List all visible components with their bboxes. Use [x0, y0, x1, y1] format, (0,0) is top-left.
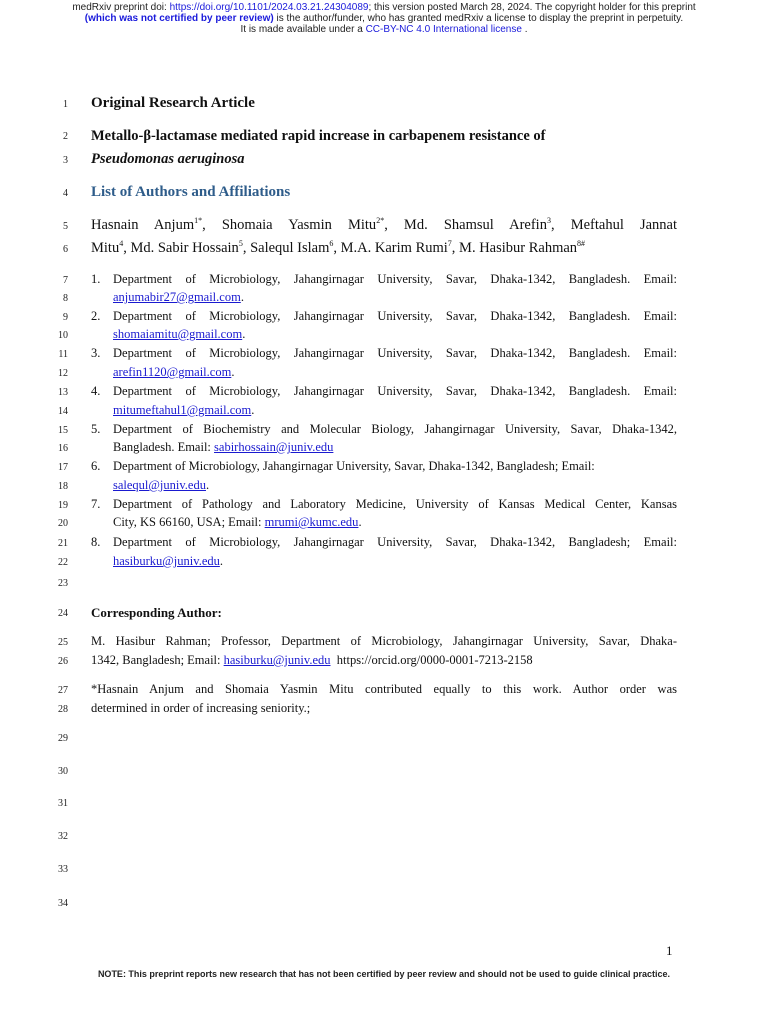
authors-line-1: Hasnain Anjum$^{1*}$, Shomaia Yasmin Mitu$^{2*}$, Md. Shamsul Arefin$^3$, Meftahul Jannat	[91, 216, 678, 233]
line-number: 1	[63, 99, 68, 110]
line-number: 4	[63, 188, 68, 199]
line-number: 26	[58, 656, 68, 667]
line-number: 33	[58, 864, 68, 875]
license-link[interactable]: CC-BY-NC 4.0 International license	[365, 24, 522, 35]
line-number: 10	[58, 330, 68, 341]
line-number: 22	[58, 557, 68, 568]
line-number: 25	[58, 637, 68, 648]
line-number: 29	[58, 733, 68, 744]
equal-contribution-note-1: *Hasnain Anjum and Shomaia Yasmin Mitu contributed equally to this work. Author order was	[91, 682, 677, 696]
line-number: 20	[58, 518, 68, 529]
preprint-header-line2: (which was not certified by peer review) is the author/funder, who has granted medRxiv a license to display the preprint in perpetuity.	[84, 13, 684, 24]
line-number: 8	[63, 293, 68, 304]
email-link[interactable]: arefin1120@gmail.com	[113, 365, 232, 379]
email-link[interactable]: salequl@juniv.edu	[113, 478, 206, 492]
line-number: 15	[58, 425, 68, 436]
line-number: 12	[58, 368, 68, 379]
line-number: 9	[63, 312, 68, 323]
email-link[interactable]: shomaiamitu@gmail.com	[113, 327, 243, 341]
preprint-header-line1: medRxiv preprint doi: https://doi.org/10.1101/2024.03.21.24304089; this version posted March 28, 2024. The copyright holder for this preprint	[72, 2, 696, 13]
line-number: 34	[58, 898, 68, 909]
email-link[interactable]: hasiburku@juniv.edu	[113, 554, 220, 568]
line-number: 11	[58, 349, 68, 360]
page-number: 1	[666, 943, 673, 958]
title-line-1: Metallo-β-lactamase mediated rapid increase in carbapenem resistance of	[91, 128, 546, 144]
corresponding-email-link[interactable]: hasiburku@juniv.edu	[223, 653, 331, 667]
line-number: 27	[58, 685, 68, 696]
doi-link[interactable]: https://doi.org/10.1101/2024.03.21.24304089	[169, 2, 369, 13]
line-number: 13	[58, 387, 68, 398]
email-link[interactable]: mitumeftahul1@gmail.com	[113, 403, 252, 417]
title-line-2: Pseudomonas aeruginosa	[91, 151, 245, 167]
email-link[interactable]: anjumabir27@gmail.com	[113, 290, 241, 304]
corresponding-line-2: 1342, Bangladesh; Email: hasiburku@juniv.edu https://orcid.org/0000-0001-7213-2158	[91, 653, 533, 667]
corresponding-line-1: M. Hasibur Rahman; Professor, Department of Microbiology, Jahangirnagar University, Savar, Dhaka-	[91, 634, 677, 648]
line-number: 7	[63, 275, 68, 286]
line-number: 19	[58, 500, 68, 511]
line-number: 21	[58, 538, 68, 549]
line-number: 24	[58, 608, 68, 619]
line-number: 5	[63, 221, 68, 232]
line-number: 6	[63, 244, 68, 255]
line-number: 23	[58, 578, 68, 589]
line-number: 3	[63, 155, 68, 166]
footer-note: NOTE: This preprint reports new research that has not been certified by peer review and should not be used to guide clinical practice.	[97, 969, 671, 979]
line-number: 30	[58, 766, 68, 777]
section-heading: List of Authors and Affiliations	[91, 184, 291, 200]
orcid-link[interactable]: https://orcid.org/0000-0001-7213-2158	[330, 653, 533, 667]
line-number: 31	[58, 798, 68, 809]
line-number: 32	[58, 831, 68, 842]
line-number: 2	[63, 131, 68, 142]
line-number: 17	[58, 462, 68, 473]
corresponding-heading: Corresponding Author:	[91, 605, 222, 620]
email-link[interactable]: mrumi@kumc.edu	[264, 515, 359, 529]
line-number: 16	[58, 443, 68, 454]
line-number: 18	[58, 481, 68, 492]
line-number: 28	[58, 704, 68, 715]
equal-contribution-note-2: determined in order of increasing seniority.;	[91, 701, 311, 715]
email-link[interactable]: sabirhossain@juniv.edu	[214, 440, 334, 454]
article-type: Original Research Article	[91, 95, 255, 111]
authors-line-2: Mitu$^4$, Md. Sabir Hossain$^5$, Salequl Islam$^6$, M.A. Karim Rumi$^7$, M. Hasibur Rahman$^{8\#}$	[91, 239, 586, 256]
preprint-header-line3: It is made available under a CC-BY-NC 4.0 International license .	[240, 24, 528, 35]
line-number: 14	[58, 406, 68, 417]
